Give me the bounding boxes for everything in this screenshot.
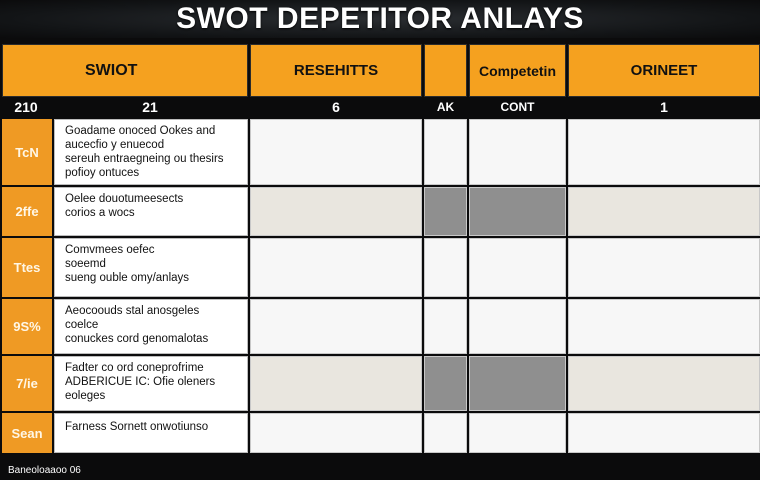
table-cell <box>568 356 760 411</box>
table-cell <box>568 299 760 354</box>
description-line: ADBERICUE IC: Ofie oleners <box>65 376 216 388</box>
row-label: 9S% <box>2 299 52 354</box>
row-label: 7/ie <box>2 356 52 411</box>
description-line: Fadter co ord coneprofrime <box>65 362 204 374</box>
table-cell <box>568 119 760 185</box>
table-cell <box>568 187 760 236</box>
description-line: Comvmees oefec <box>65 244 155 256</box>
row-description <box>54 238 248 297</box>
header-results: RESEHITTS <box>250 44 422 97</box>
table-cell <box>469 119 566 185</box>
header-blank <box>424 44 467 97</box>
table-cell <box>250 356 422 411</box>
table-cell <box>424 238 467 297</box>
table-cell <box>568 238 760 297</box>
header-orient: ORINEET <box>568 44 760 97</box>
table-cell <box>424 119 467 185</box>
subheader-cell: AK <box>436 100 455 114</box>
subheader-cell: CONT <box>500 100 535 114</box>
description-line: Oelee douotumeesects <box>65 193 184 205</box>
row-description <box>54 119 248 185</box>
description-line: Farness Sornett onwotiunso <box>65 421 209 433</box>
description-line: sereuh entraegneing ou thesirs <box>65 153 224 165</box>
description-line: soeemd <box>65 258 106 270</box>
table-cell <box>250 238 422 297</box>
description-line: conuckes cord genomalotas <box>65 333 209 345</box>
header-competition: Competetin <box>469 44 566 97</box>
table-cell <box>424 299 467 354</box>
table-cell <box>250 413 422 453</box>
table-cell <box>424 413 467 453</box>
table-cell <box>469 238 566 297</box>
row-label: Sean <box>2 413 52 453</box>
subheader-cell: 210 <box>14 99 38 115</box>
table-cell <box>469 356 566 411</box>
table-cell <box>424 187 467 236</box>
subheader-cell: 6 <box>332 99 340 115</box>
description-line: Aeocoouds stal anosgeles <box>65 305 200 317</box>
subheader-cell: 1 <box>660 99 668 115</box>
table-cell <box>469 299 566 354</box>
description-line: corios a wocs <box>65 207 135 219</box>
description-line: pofioy ontuces <box>65 167 140 179</box>
row-label: 2ffe <box>2 187 52 236</box>
row-description <box>54 413 248 453</box>
description-line: aucecfio y enuecod <box>65 139 165 151</box>
description-line: eoleges <box>65 390 106 402</box>
table-cell <box>250 299 422 354</box>
subheader-cell: 21 <box>142 99 158 115</box>
title-bar <box>0 0 760 38</box>
table-cell <box>469 187 566 236</box>
header-swot: SWIOT <box>2 44 248 97</box>
row-description <box>54 187 248 236</box>
description-line: Goadame onoced Ookes and <box>65 125 216 137</box>
page-title: SWOT DEPETITOR ANLAYS <box>176 2 584 35</box>
description-line: sueng ouble omy/anlays <box>65 272 190 284</box>
table-cell <box>424 356 467 411</box>
table-cell <box>568 413 760 453</box>
table-cell <box>250 187 422 236</box>
table-cell <box>469 413 566 453</box>
row-label: TcN <box>2 119 52 185</box>
table-cell <box>250 119 422 185</box>
footer-caption: Baneoloaaoo 06 <box>8 464 81 476</box>
row-label: Ttes <box>2 238 52 297</box>
row-description <box>54 356 248 411</box>
row-description <box>54 299 248 354</box>
description-line: coelce <box>65 319 99 331</box>
